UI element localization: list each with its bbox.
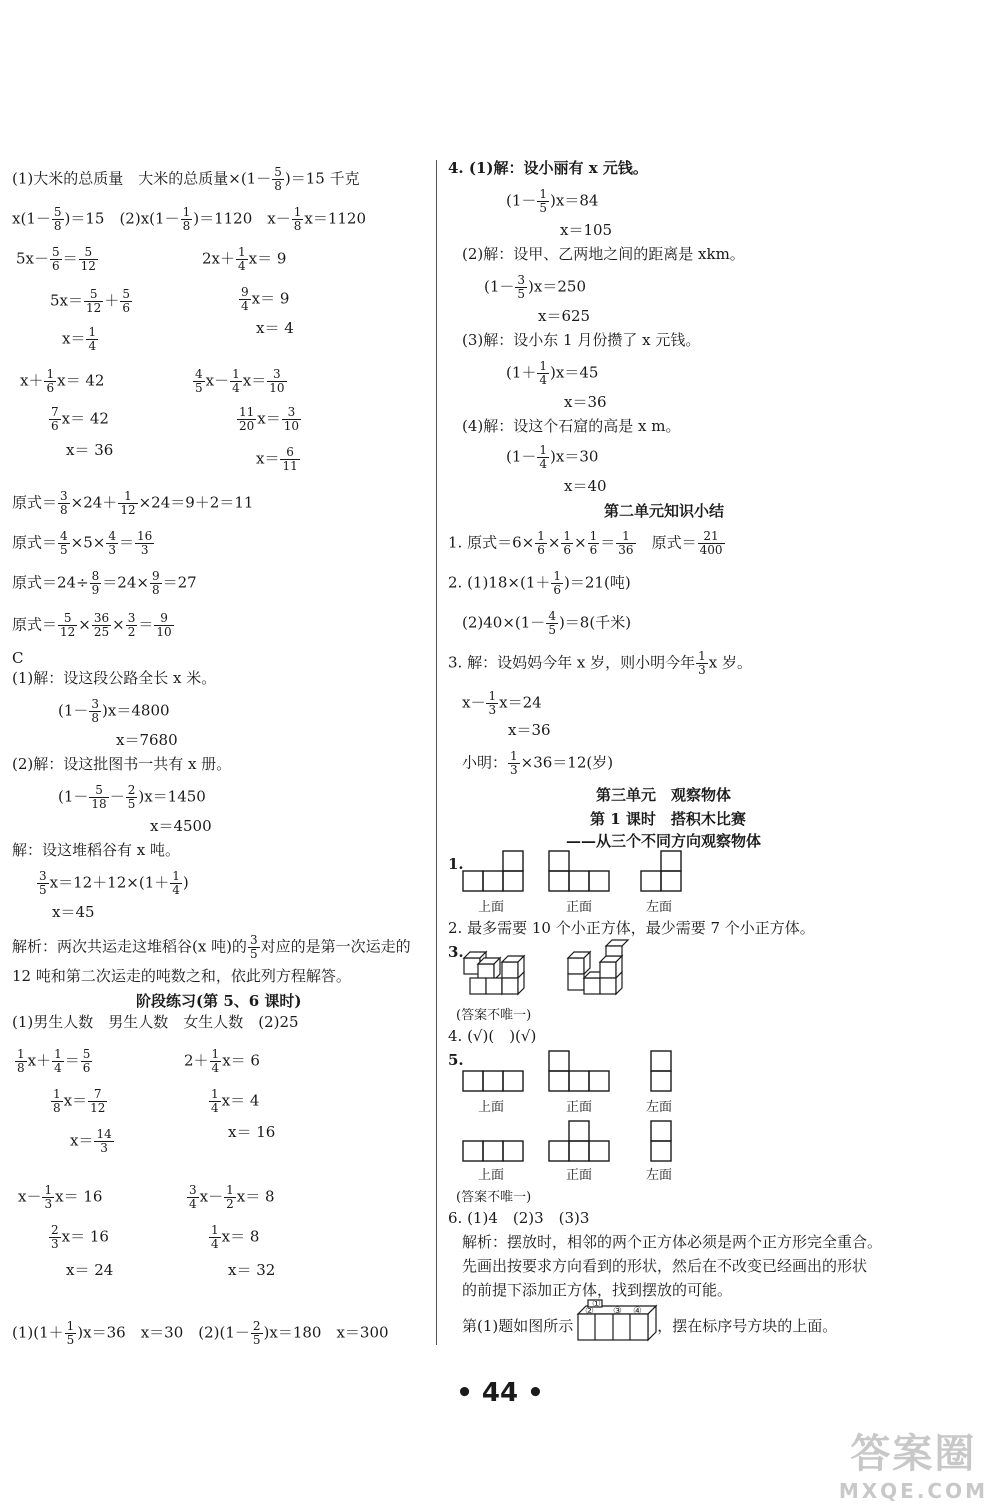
q6-answer: 6. (1)4 (2)3 (3)3 — [448, 1209, 590, 1227]
road-problem: (1)解：设这段公路全长 x 米。 — [12, 669, 217, 687]
unit2-q2-2: (2)40×(1－ $\frac{4}{5}$ )＝8(千米) — [462, 609, 632, 637]
simplify-4: 原式＝ $\frac{5}{12}$ × $\frac{36}{25}$ × $\frac{3}{2}$ ＝ $\frac{9}{10}$ — [12, 611, 172, 639]
q4-part3-eq: (1＋ $\frac{1}{4}$ )x＝45 — [506, 359, 599, 387]
q6-explanation-2: 先画出按要求方向看到的形状，然后在不改变已经画出的形状 — [462, 1257, 868, 1275]
q5-not-unique: (答案不唯一) — [456, 1190, 532, 1205]
q5b-front-caption: 正面 — [566, 1168, 593, 1183]
simplify-3: 原式＝24÷ $\frac{8}{9}$ ＝24× $\frac{9}{8}$ ＝27 — [12, 569, 197, 597]
stage-eq-3c: x＝ 24 — [66, 1261, 114, 1279]
q1-left-caption: 左面 — [646, 900, 673, 915]
stage-eq-1b: $\frac{1}{8}$ x＝ $\frac{7}{12}$ — [53, 1087, 106, 1115]
stage-eq-1c: x＝ $\frac{14}{3}$ — [70, 1127, 112, 1155]
choice-answer: C — [12, 649, 24, 667]
stage-eq-4a: $\frac{3}{4}$ x－ $\frac{1}{2}$ x＝ 8 — [189, 1183, 275, 1211]
q4-part2-eq: (1－ $\frac{3}{5}$ )x＝250 — [484, 273, 586, 301]
watermark-logo — [839, 1422, 988, 1503]
stage-eq-2c: x＝ 16 — [228, 1123, 276, 1141]
q1-front-view — [548, 850, 610, 892]
equation-a1: 5x－ $\frac{5}{6}$ ＝ $\frac{5}{12}$ — [16, 245, 96, 273]
q4-checks: 4. (√)( )(√) — [448, 1027, 537, 1045]
equation-c2: $\frac{7}{6}$ x＝ 42 — [51, 405, 109, 433]
explanation-line-1: 解析：两次共运走这堆稻谷(x 吨)的 $\frac{3}{5}$ 对应的是第一次运走的 — [12, 933, 411, 961]
block-label-2: ② — [585, 1306, 594, 1317]
equation-line: x(1－ $\frac{5}{8}$ )＝15 (2)x(1－ $\frac{1}{8}$ )＝1120 x－ $\frac{1}{8}$ x＝1120 — [12, 205, 366, 233]
q3-stack-1 — [462, 940, 532, 996]
stage-practice-title: 阶段练习(第 5、6 课时) — [136, 992, 302, 1010]
equation-b2: $\frac{9}{4}$ x＝ 9 — [241, 285, 290, 313]
stage-eq-4c: x＝ 32 — [228, 1261, 276, 1279]
equation-d2: $\frac{11}{20}$ x＝ $\frac{3}{10}$ — [239, 405, 300, 433]
rice-answer: x＝45 — [52, 903, 95, 921]
q5b-top-caption: 上面 — [478, 1168, 505, 1183]
equation-b1: 2x＋ $\frac{1}{4}$ x＝ 9 — [202, 245, 287, 273]
q3-stack-2 — [564, 940, 634, 996]
q1-top-caption: 上面 — [478, 900, 505, 915]
q5-number: 5. — [448, 1051, 464, 1069]
unit3-title: 第三单元 观察物体 — [596, 786, 732, 804]
q1-left-view — [640, 850, 682, 892]
stage-eq-1a: $\frac{1}{8}$ x＋ $\frac{1}{4}$ ＝ $\frac{5}{6}$ — [17, 1047, 91, 1075]
simplify-2: 原式＝ $\frac{4}{5}$ ×5× $\frac{4}{3}$ ＝ $\frac{16}{3}$ — [12, 529, 153, 557]
book-equation: (1－ $\frac{5}{18}$ － $\frac{2}{5}$ )x＝1450 — [58, 783, 206, 811]
q5a-front-view — [548, 1050, 610, 1092]
block-label-3: ③ — [613, 1306, 622, 1317]
explanation-line-2: 12 吨和第二次运走的吨数之和，依此列方程解答。 — [12, 967, 351, 985]
q4-part3: (3)解：设小东 1 月份攒了 x 元钱。 — [462, 331, 701, 349]
q5a-top-view — [462, 1070, 524, 1092]
equation-d1: $\frac{4}{5}$ x－ $\frac{1}{4}$ x＝ $\frac{3}{10}$ — [195, 367, 285, 395]
q6-figure-line: 第(1)题如图所示 ，摆在标序号方块的上面。 — [462, 1317, 838, 1335]
unit2-q2-1: 2. (1)18×(1＋ $\frac{1}{6}$ )＝21(吨) — [448, 569, 631, 597]
rice-mass-line: (1)大米的总质量 大米的总质量×(1－ $\frac{5}{8}$ )＝15 千克 — [12, 165, 360, 193]
simplify-1: 原式＝ $\frac{3}{8}$ ×24＋ $\frac{1}{12}$ ×24＝9＋2＝11 — [12, 489, 254, 517]
q1-number: 1. — [448, 855, 464, 873]
rice-equation: $\frac{3}{5}$ x＝12＋12×(1＋ $\frac{1}{4}$ ) — [39, 869, 189, 897]
q5b-left-view — [650, 1120, 672, 1162]
stage-eq-2b: $\frac{1}{4}$ x＝ 4 — [211, 1087, 260, 1115]
q2-answer: 2. 最多需要 10 个小正方体，最少需要 7 个小正方体。 — [448, 919, 815, 937]
watermark-text: 答案圈 — [850, 1431, 977, 1477]
unit2-q3: 3. 解：设妈妈今年 x 岁，则小明今年 $\frac{1}{3}$ x 岁。 — [448, 649, 752, 677]
q4-part4: (4)解：设这个石窟的高是 x m。 — [462, 417, 681, 435]
stage-final-line: (1)(1＋ $\frac{1}{5}$ )x＝36 x＝30 (2)(1－ $\frac{2}{5}$ )x＝180 x＝300 — [12, 1319, 389, 1347]
equation-c3: x＝ 36 — [66, 441, 114, 459]
unit2-summary-title: 第二单元知识小结 — [604, 502, 725, 520]
q4-part2: (2)解：设甲、乙两地之间的距离是 xkm。 — [462, 245, 745, 263]
q5a-left-view — [650, 1050, 672, 1092]
stage-eq-4b: $\frac{1}{4}$ x＝ 8 — [211, 1223, 260, 1251]
q4-part2-ans: x＝625 — [538, 307, 591, 325]
q4-part4-ans: x＝40 — [564, 477, 607, 495]
unit2-q3-eq: x－ $\frac{1}{3}$ x＝24 — [462, 689, 542, 717]
q4-part1-eq: (1－ $\frac{1}{5}$ )x＝84 — [506, 187, 599, 215]
q6-explanation-3: 的前提下添加正方体，找到摆放的可能。 — [462, 1281, 733, 1299]
equation-c1: x＋ $\frac{1}{6}$ x＝ 42 — [20, 367, 105, 395]
block-label-4: ④ — [633, 1306, 642, 1317]
q1-front-caption: 正面 — [566, 900, 593, 915]
road-equation: (1－ $\frac{3}{8}$ )x＝4800 — [58, 697, 170, 725]
q5b-left-caption: 左面 — [646, 1168, 673, 1183]
column-divider — [436, 160, 437, 1345]
equation-d3: x＝ $\frac{6}{11}$ — [256, 445, 298, 473]
stage-eq-3b: $\frac{2}{3}$ x＝ 16 — [51, 1223, 109, 1251]
q5b-front-view — [548, 1120, 610, 1162]
stage-answer-1: (1)男生人数 男生人数 女生人数 (2)25 — [12, 1013, 299, 1031]
q1-top-view — [462, 850, 524, 892]
q5a-front-caption: 正面 — [566, 1100, 593, 1115]
lesson-subtitle: ——从三个不同方向观察物体 — [566, 832, 762, 850]
block-label-1: ① — [592, 1299, 601, 1310]
page-number: • 44 • — [456, 1378, 544, 1408]
equation-a2: 5x＝ $\frac{5}{12}$ ＋ $\frac{5}{6}$ — [50, 287, 130, 315]
q3-not-unique: (答案不唯一) — [456, 1008, 532, 1023]
rice-problem: 解：设这堆稻谷有 x 吨。 — [12, 841, 180, 859]
q4-part3-ans: x＝36 — [564, 393, 607, 411]
lesson-title: 第 1 课时 搭积木比赛 — [590, 810, 746, 828]
unit2-q3-ans: x＝36 — [508, 721, 551, 739]
book-problem: (2)解：设这批图书一共有 x 册。 — [12, 755, 232, 773]
q6-block-figure — [576, 1300, 662, 1342]
road-answer: x＝7680 — [116, 731, 178, 749]
q4-part1: 4. (1)解：设小丽有 x 元钱。 — [448, 159, 648, 177]
book-answer: x＝4500 — [150, 817, 212, 835]
q5b-top-view — [462, 1140, 524, 1162]
unit2-q1: 1. 原式＝6× $\frac{1}{6}$ × $\frac{1}{6}$ × $\frac{1}{6}$ ＝ $\frac{1}{36}$ 原式＝ $\frac{21}{400}$ — [448, 529, 723, 557]
stage-eq-2a: 2＋ $\frac{1}{4}$ x＝ 6 — [184, 1047, 260, 1075]
unit2-q3-xiaoming: 小明： $\frac{1}{3}$ ×36＝12(岁) — [462, 749, 614, 777]
watermark-url: MXQE.COM — [838, 1479, 988, 1503]
q3-number: 3. — [448, 943, 464, 961]
q6-explanation-1: 解析：摆放时，相邻的两个正方体必须是两个正方形完全重合。 — [462, 1233, 883, 1251]
q4-part1-ans: x＝105 — [560, 221, 613, 239]
equation-b3: x＝ 4 — [256, 319, 294, 337]
q4-part4-eq: (1－ $\frac{1}{4}$ )x＝30 — [506, 443, 599, 471]
q5a-left-caption: 左面 — [646, 1100, 673, 1115]
q5a-top-caption: 上面 — [478, 1100, 505, 1115]
equation-a3: x＝ $\frac{1}{4}$ — [62, 325, 97, 353]
stage-eq-3a: x－ $\frac{1}{3}$ x＝ 16 — [18, 1183, 103, 1211]
